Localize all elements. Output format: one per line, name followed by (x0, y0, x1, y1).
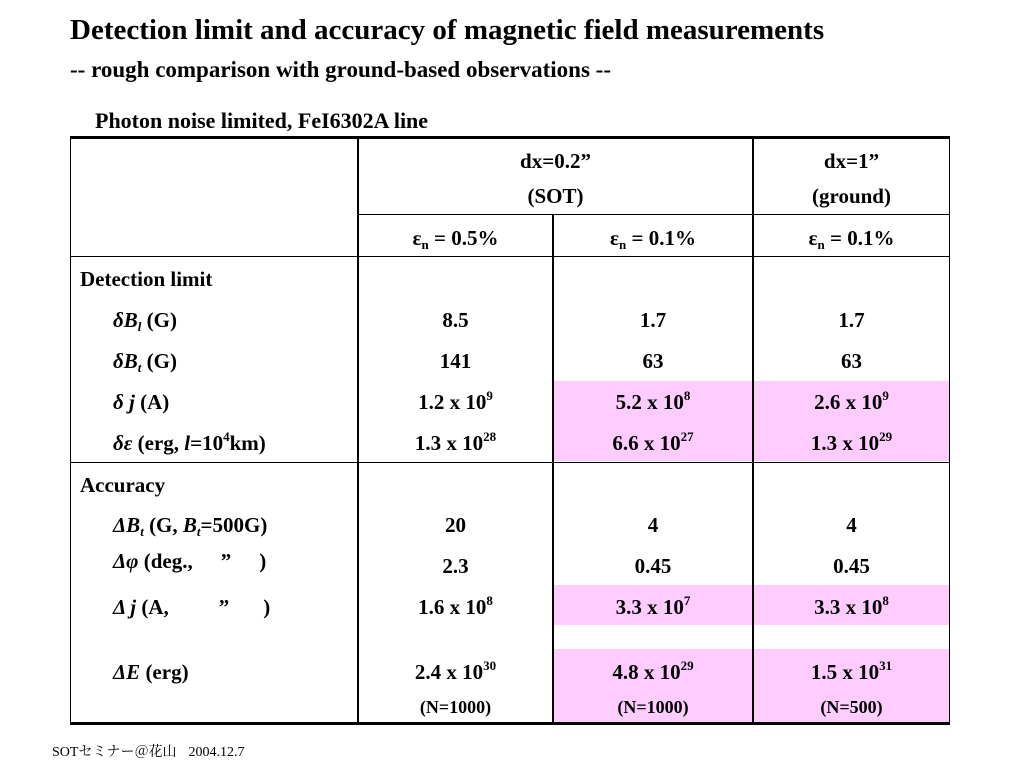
table-cell: 0.45 (634, 554, 672, 578)
footer-org: SOTセミナー＠花山 (52, 745, 177, 760)
table-cell: 4 (647, 513, 659, 537)
page-subtitle: -- rough comparison with ground-based observations -- (70, 57, 611, 82)
header-sot-dx: dx=0.2” (520, 149, 591, 173)
row-label-accuracy-bt: $\Delta B_t$ (G, $B_t=500G$) (113, 513, 268, 539)
noise-header-sot-b: $\varepsilon_n = 0.1\%$ (610, 226, 696, 252)
table-cell: 2.3 (442, 554, 469, 578)
table-cell: 63 (841, 349, 862, 373)
row-label-delta-bt: $\delta B_t$ (G) (113, 349, 177, 375)
table-cell: 63 (642, 349, 664, 373)
table-cell-highlighted: 3.3 x $10^8$ (814, 593, 889, 619)
table-cell-highlighted: 1.3 x $10^{29}$ (810, 429, 893, 455)
section-title-accuracy: Accuracy (80, 473, 166, 497)
table-cell: 2.4 x $10^{30}$ (414, 658, 497, 684)
table-cell-highlighted: 6.6 x $10^{27}$ (612, 429, 694, 455)
section-title-detection: Detection limit (80, 267, 213, 291)
table-cell-highlighted: 3.3 x $10^7$ (615, 593, 691, 619)
page-title: Detection limit and accuracy of magnetic field measurements (70, 14, 825, 46)
table-cell-highlighted: 5.2 x $10^8$ (615, 388, 691, 414)
table-cell-note: (N=1000) (617, 697, 689, 717)
table-cell-note: (N=1000) (419, 697, 492, 717)
table-cell: 8.5 (442, 308, 469, 332)
table-cell: 1.3 x $10^{28}$ (414, 429, 497, 455)
table-cell-highlighted: 4.8 x $10^{29}$ (612, 658, 694, 684)
header-ground-dx: dx=1” (823, 149, 880, 173)
table-cell: 20 (445, 513, 466, 537)
table-cell: 1.2 x $10^9$ (418, 388, 493, 414)
table-cell: 1.6 x $10^8$ (418, 593, 493, 619)
row-label-accuracy-phi: Δφ (deg., ” ) (113, 549, 267, 573)
table-cell: 0.45 (833, 554, 870, 578)
noise-header-ground: $\varepsilon_n = 0.1\%$ (808, 226, 895, 252)
table-caption: Photon noise limited, FeI6302A line (95, 108, 429, 133)
table-cell-note: (N=500) (820, 697, 883, 717)
slide-footer (52, 741, 244, 761)
table-cell: 4 (846, 513, 857, 537)
row-label-delta-bl: $\delta B_l$ (G) (113, 308, 177, 334)
row-label-delta-j: δ j (A) (113, 390, 170, 414)
row-label-accuracy-j: Δ j (A, ” ) (113, 595, 271, 619)
footer-date: 2004.12.7 (188, 745, 245, 760)
row-label-delta-epsilon: δε (erg, $l=10^4km$) (113, 429, 266, 455)
table-cell: 1.7 (838, 308, 865, 332)
table-cell-highlighted: 2.6 x $10^9$ (814, 388, 889, 414)
header-ground-label: (ground) (812, 184, 891, 208)
header-sot-label: (SOT) (527, 184, 584, 208)
table-cell-highlighted: 1.5 x $10^{31}$ (810, 658, 893, 684)
table-cell: 1.7 (639, 308, 667, 332)
table-cell: 141 (439, 349, 472, 373)
noise-header-sot-a: $\varepsilon_n = 0.5\%$ (412, 226, 499, 252)
row-label-accuracy-e: ΔE (erg) (113, 660, 189, 684)
